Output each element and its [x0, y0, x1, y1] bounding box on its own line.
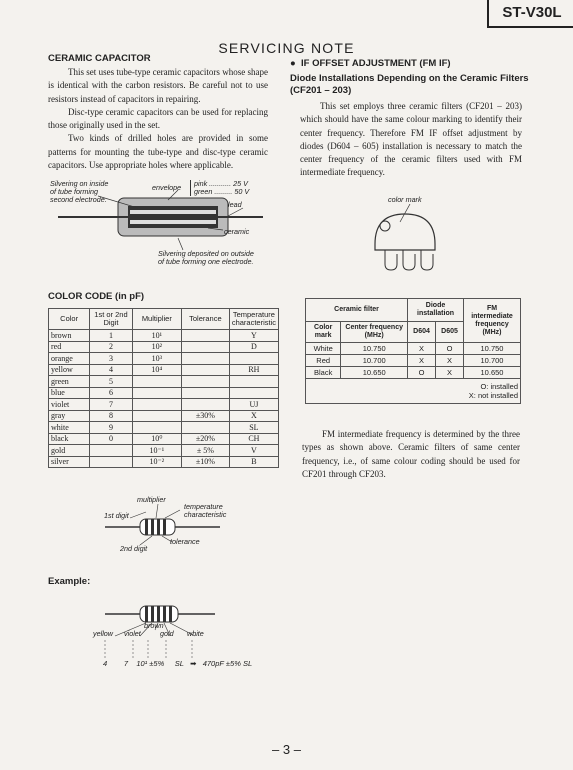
cell-mult: 10⁻¹	[132, 445, 181, 457]
ceramic-heading: CERAMIC CAPACITOR	[48, 53, 151, 64]
cell-color: black	[49, 433, 90, 445]
cell-mult	[132, 376, 181, 388]
silvering-inside-label: Silvering on inside of tube forming second electrode.	[50, 179, 109, 204]
color-code-row	[49, 456, 279, 468]
example-white-label: white	[187, 629, 204, 638]
cell-digit: 7	[90, 399, 132, 411]
if-p1: This set employs three ceramic filters (CF201 – 203) which should have the same colour marking to identify their center frequency. Therefore FM IF offset adjustment by diodes (D604 – 605) installation is necessary to match the center frequency of the ceramic filters used with FM intermediate frequency.	[300, 101, 522, 178]
cell-color: gold	[49, 445, 90, 457]
example-brown-label: brown	[144, 621, 164, 630]
cell-tol: ±10%	[181, 456, 229, 468]
color-mark-label: color mark	[388, 195, 422, 204]
cell-mult: 10⁻²	[132, 456, 181, 468]
cell-tol	[181, 341, 229, 353]
filter-table-legend: O: installed X: not installed	[306, 379, 521, 404]
th-d604: D604	[408, 322, 436, 343]
cell-mult: 10³	[132, 353, 181, 365]
ceramic-text	[48, 66, 268, 172]
page-number: – 3 –	[272, 742, 301, 757]
color-code-row	[49, 445, 279, 457]
cell-temp: CH	[229, 433, 278, 445]
color-code-row	[49, 410, 279, 422]
cell-digit: 2	[90, 341, 132, 353]
tolerance-label: tolerance	[170, 537, 200, 546]
th-color: Color	[49, 309, 90, 330]
example-gold-label: gold	[160, 629, 174, 638]
cell-color: silver	[49, 456, 90, 468]
color-code-heading: COLOR CODE (in pF)	[48, 291, 145, 302]
cell-digit: 0	[90, 433, 132, 445]
example-yellow-label: yellow	[93, 629, 113, 638]
cell-temp: B	[229, 456, 278, 468]
cell-mult: 10²	[132, 341, 181, 353]
th-diode-installation: Diode installation	[408, 299, 464, 322]
th-multiplier: Multiplier	[132, 309, 181, 330]
th-temperature: Temperature characteristic	[229, 309, 278, 330]
example-values: 4 7 10¹ ±5% SL ➡ 470pF ±5% SL	[103, 659, 253, 668]
cell-color: brown	[49, 330, 90, 342]
color-code-row	[49, 399, 279, 411]
th-fm-frequency: FM intermediate frequency (MHz)	[464, 299, 521, 343]
tube-body	[128, 206, 218, 228]
cell-color: white	[49, 422, 90, 434]
cell-mult	[132, 399, 181, 411]
cell-mult	[132, 387, 181, 399]
cell-tol	[181, 387, 229, 399]
cell-tol: ± 5%	[181, 445, 229, 457]
cell-color: orange	[49, 353, 90, 365]
cell-tol	[181, 422, 229, 434]
cell-color: gray	[49, 410, 90, 422]
cell-color: violet	[49, 399, 90, 411]
cell-color: red	[49, 341, 90, 353]
cell-digit	[90, 445, 132, 457]
example-violet-label: violet	[124, 629, 141, 638]
cell-temp: D	[229, 341, 278, 353]
first-digit-label: 1st digit	[104, 511, 129, 520]
cell-temp: X	[229, 410, 278, 422]
model-label: ST-V30L	[487, 0, 573, 28]
silvering-outside-label: Silvering deposited on outside of tube forming one electrode.	[158, 249, 254, 266]
ceramic-p3: Two kinds of drilled holes are provided in some patterns for mounting the tube-type and disc-type ceramic capacitors. Use appropriate holes where applicable.	[48, 133, 268, 171]
cell-mult: 10¹	[132, 330, 181, 342]
color-code-row	[49, 330, 279, 342]
cell-tol	[181, 330, 229, 342]
cell-digit: 5	[90, 376, 132, 388]
multiplier-label: multiplier	[137, 495, 166, 504]
th-tolerance: Tolerance	[181, 309, 229, 330]
cell-tol: ±20%	[181, 433, 229, 445]
cell-temp	[229, 353, 278, 365]
cell-tol	[181, 364, 229, 376]
cell-digit: 3	[90, 353, 132, 365]
filter-row: Red 10.700 X X 10.700	[306, 355, 521, 367]
cell-digit: 4	[90, 364, 132, 376]
color-code-row	[49, 353, 279, 365]
example-diagram	[100, 592, 220, 647]
cell-tol	[181, 353, 229, 365]
cell-mult	[132, 422, 181, 434]
example-dotted-guides	[100, 640, 210, 660]
cell-digit	[90, 456, 132, 468]
color-code-row	[49, 376, 279, 388]
second-digit-label: 2nd digit	[120, 544, 148, 553]
cell-tol: ±30%	[181, 410, 229, 422]
temperature-label: temperature characteristic	[184, 502, 227, 519]
filter-row: White 10.750 X O 10.750	[306, 343, 521, 355]
ceramic-p2: Disc-type ceramic capacitors can be used for replacing those originally used in the set.	[48, 106, 268, 131]
ceramic-label: ceramic	[224, 227, 250, 236]
cell-mult	[132, 410, 181, 422]
th-color-mark: Color mark	[306, 322, 341, 343]
envelope-label: envelope	[152, 183, 182, 192]
example-heading: Example:	[48, 576, 91, 587]
cell-color: green	[49, 376, 90, 388]
if-p2: FM intermediate frequency is determined by the three types as shown above. Ceramic filters of same center frequency, i.e., of same colour coding should be used for CF201 through CF203.	[302, 429, 520, 479]
voltage-label: pink ........... 25 V green ......... 50 V	[190, 180, 249, 196]
filter-row: Black 10.650 O X 10.650	[306, 367, 521, 379]
silvering-inner	[130, 210, 216, 214]
cell-temp: V	[229, 445, 278, 457]
color-code-table	[48, 308, 279, 468]
cell-digit: 8	[90, 410, 132, 422]
cell-temp	[229, 387, 278, 399]
color-code-row	[49, 433, 279, 445]
if-text	[300, 100, 522, 180]
cell-temp: RH	[229, 364, 278, 376]
color-code-row	[49, 387, 279, 399]
cell-digit: 9	[90, 422, 132, 434]
lead-label: lead	[228, 200, 242, 209]
th-digit: 1st or 2nd Digit	[90, 309, 132, 330]
color-dot	[380, 221, 390, 231]
cell-digit: 1	[90, 330, 132, 342]
ceramic-filter-table	[305, 298, 521, 404]
cell-color: blue	[49, 387, 90, 399]
silvering-outer	[130, 220, 216, 224]
cell-mult: 10⁰	[132, 433, 181, 445]
if-subheading: Diode Installations Depending on the Ceramic Filters (CF201 – 203)	[290, 73, 529, 96]
cell-digit: 6	[90, 387, 132, 399]
cell-temp	[229, 376, 278, 388]
cell-color: yellow	[49, 364, 90, 376]
th-d605: D605	[436, 322, 464, 343]
cell-tol	[181, 376, 229, 388]
if-heading: ● IF OFFSET ADJUSTMENT (FM IF)	[290, 58, 451, 69]
if-text-2	[302, 428, 520, 481]
cell-temp: Y	[229, 330, 278, 342]
cell-temp: SL	[229, 422, 278, 434]
cell-tol	[181, 399, 229, 411]
arrow-icon: ➡	[190, 659, 197, 668]
color-code-row	[49, 422, 279, 434]
page-title: SERVICING NOTE	[218, 40, 355, 56]
ceramic-p1: This set uses tube-type ceramic capacitors whose shape is identical with the carbon resistors. Be careful not to use resistors instead of capacitors in repairing.	[48, 67, 268, 104]
filter-body	[375, 214, 435, 250]
th-center-frequency: Center frequency (MHz)	[341, 322, 408, 343]
color-code-row	[49, 341, 279, 353]
th-ceramic-filter: Ceramic filter	[306, 299, 408, 322]
cell-mult: 10⁴	[132, 364, 181, 376]
cell-temp: UJ	[229, 399, 278, 411]
ceramic-filter-diagram	[365, 204, 445, 274]
color-code-row	[49, 364, 279, 376]
